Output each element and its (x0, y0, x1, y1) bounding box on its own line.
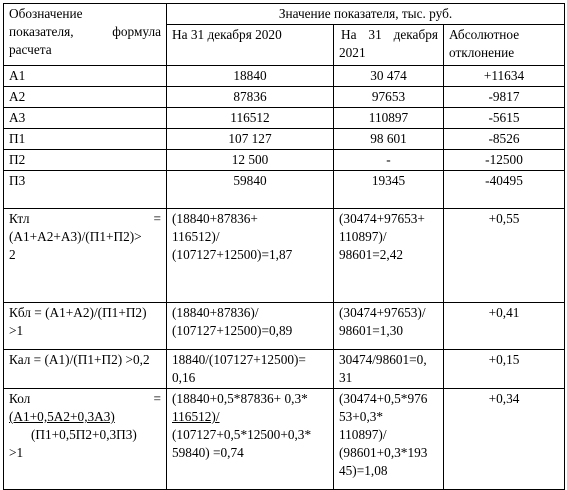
row-deviation: +11634 (444, 66, 565, 87)
ratio-kbl-2021-line1: (30474+97653)/ (339, 305, 426, 320)
ratio-row-kol (4, 389, 565, 490)
ratio-kbl-formula (4, 303, 167, 350)
row-value-2021: 110897 (334, 108, 444, 129)
ratio-ktl-2020-line1: (18840+87836+ (172, 211, 258, 226)
row-value-2020: 116512 (167, 108, 334, 129)
ratio-ktl-2020-line3: (107127+12500)=1,87 (172, 247, 293, 262)
row-name: А2 (4, 87, 167, 108)
col-2021-header-line1 (339, 26, 438, 44)
ratio-kol-2020-line4: 59840) =0,74 (172, 445, 244, 460)
row-value-2020: 87836 (167, 87, 334, 108)
row-value-2021: 19345 (334, 171, 444, 209)
col-deviation-header-line1: Абсолютное (449, 27, 520, 42)
row-value-2020: 18840 (167, 66, 334, 87)
ratio-kol-2020-line2: 116512)/ (172, 409, 220, 424)
ratio-kol-2021-line1: (30474+0,5*976 (339, 391, 428, 406)
ratio-kbl-deviation: +0,41 (444, 303, 565, 350)
ratio-kal-2020-line2: 0,16 (172, 370, 196, 385)
ratio-kol-2021-line3: 110897)/ (339, 427, 387, 442)
row-deviation: -8526 (444, 129, 565, 150)
row-name: А3 (4, 108, 167, 129)
ratio-kbl-2020-line2: (107127+12500)=0,89 (172, 323, 293, 338)
ratio-row-kbl (4, 303, 565, 350)
ratio-ktl-formula (4, 209, 167, 303)
ratio-kol-2021 (334, 389, 444, 490)
ratio-ktl-2021 (334, 209, 444, 303)
indicator-header-word-pokazatelya: показателя, (9, 24, 74, 39)
row-name: П2 (4, 150, 167, 171)
ratio-ktl-line3: 2 (9, 247, 16, 262)
ratio-kal-2020-line1: 18840/(107127+12500)= (172, 352, 306, 367)
row-name: П1 (4, 129, 167, 150)
ratio-kal-2021 (334, 350, 444, 389)
col-2021-header-line2: 2021 (339, 45, 366, 60)
ratio-kbl-line1: Кбл = (А1+А2)/(П1+П2) (9, 305, 147, 320)
ratio-kol-2020 (167, 389, 334, 490)
ratio-ktl-line1 (9, 210, 161, 228)
indicator-header-line3: расчета (9, 42, 52, 57)
ratio-kbl-2021-line2: 98601=1,30 (339, 323, 404, 338)
row-value-2020: 107 127 (167, 129, 334, 150)
ratio-kol-numerator: (А1+0,5А2+0,3А3) (9, 409, 115, 424)
ratio-kol-2021-line5: 45)=1,08 (339, 463, 388, 478)
ratio-kol-formula (4, 389, 167, 490)
ratio-kbl-line2: >1 (9, 323, 24, 338)
col-2021-word-31: 31 (368, 27, 382, 42)
row-deviation: -9817 (444, 87, 565, 108)
ratio-ktl-2020 (167, 209, 334, 303)
ratio-ktl-2021-line2: 110897)/ (339, 229, 387, 244)
col-2021-word-na: На (341, 27, 357, 42)
row-deviation: -12500 (444, 150, 565, 171)
col-deviation-header-line2: отклонение (449, 45, 515, 60)
header-row-1 (4, 4, 565, 25)
row-value-2020: 59840 (167, 171, 334, 209)
ratio-kal-deviation: +0,15 (444, 350, 565, 389)
indicator-header-word-formula: формула (112, 24, 161, 39)
ratio-kol-deviation: +0,34 (444, 389, 565, 490)
indicator-header-line1: Обозначение (9, 6, 83, 21)
ratio-kbl-2021 (334, 303, 444, 350)
ratio-ktl-equals: = (153, 211, 161, 226)
ratio-kal-2021-line1: 30474/98601=0, (339, 352, 427, 367)
ratio-ktl-deviation: +0,55 (444, 209, 565, 303)
ratio-kol-line1 (9, 390, 161, 408)
ratio-row-ktl (4, 209, 565, 303)
col-deviation-header (444, 25, 565, 66)
ratio-kal-line1: Кал = (А1)/(П1+П2) >0,2 (9, 352, 150, 367)
value-group-header: Значение показателя, тыс. руб. (167, 4, 565, 25)
liquidity-table (3, 3, 565, 490)
ratio-kol-denominator: (П1+0,5П2+0,3П3) (31, 427, 137, 442)
ratio-kal-2021-line2: 31 (339, 370, 353, 385)
ratio-kol-equals: = (153, 391, 161, 406)
ratio-kal-formula (4, 350, 167, 389)
row-deviation: -40495 (444, 171, 565, 209)
row-value-2021: 30 474 (334, 66, 444, 87)
ratio-ktl-line2: (А1+А2+А3)/(П1+П2)> (9, 229, 142, 244)
table-row (4, 108, 565, 129)
table-row (4, 87, 565, 108)
ratio-kol-line4: >1 (9, 445, 24, 460)
ratio-row-kal (4, 350, 565, 389)
ratio-kbl-2020 (167, 303, 334, 350)
ratio-kol-2020-line1: (18840+0,5*87836+ 0,3* (172, 391, 308, 406)
row-deviation: -5615 (444, 108, 565, 129)
col-2021-word-dekabrya: декабря (393, 27, 438, 42)
ratio-ktl-2021-line1: (30474+97653+ (339, 211, 425, 226)
row-name: П3 (4, 171, 167, 209)
indicator-header-cell (4, 4, 167, 66)
ratio-ktl-2020-line2: 116512)/ (172, 229, 220, 244)
col-2021-header (334, 25, 444, 66)
liquidity-table-wrapper (3, 3, 565, 490)
ratio-kol-2021-line4: (98601+0,3*193 (339, 445, 428, 460)
row-value-2020: 12 500 (167, 150, 334, 171)
row-value-2021: 98 601 (334, 129, 444, 150)
ratio-kal-2020 (167, 350, 334, 389)
table-row (4, 150, 565, 171)
ratio-ktl-symbol: Ктл (9, 211, 30, 226)
table-row (4, 171, 565, 209)
row-value-2021: 97653 (334, 87, 444, 108)
indicator-header-line2 (9, 23, 161, 41)
ratio-kol-2020-line3: (107127+0,5*12500+0,3* (172, 427, 312, 442)
row-value-2021: - (334, 150, 444, 171)
col-2020-header: На 31 декабря 2020 (167, 25, 334, 66)
ratio-kol-symbol: Кол (9, 391, 31, 406)
ratio-ktl-2021-line3: 98601=2,42 (339, 247, 404, 262)
table-row (4, 129, 565, 150)
table-row (4, 66, 565, 87)
row-name: А1 (4, 66, 167, 87)
ratio-kol-2021-line2: 53+0,3* (339, 409, 384, 424)
ratio-kbl-2020-line1: (18840+87836)/ (172, 305, 259, 320)
